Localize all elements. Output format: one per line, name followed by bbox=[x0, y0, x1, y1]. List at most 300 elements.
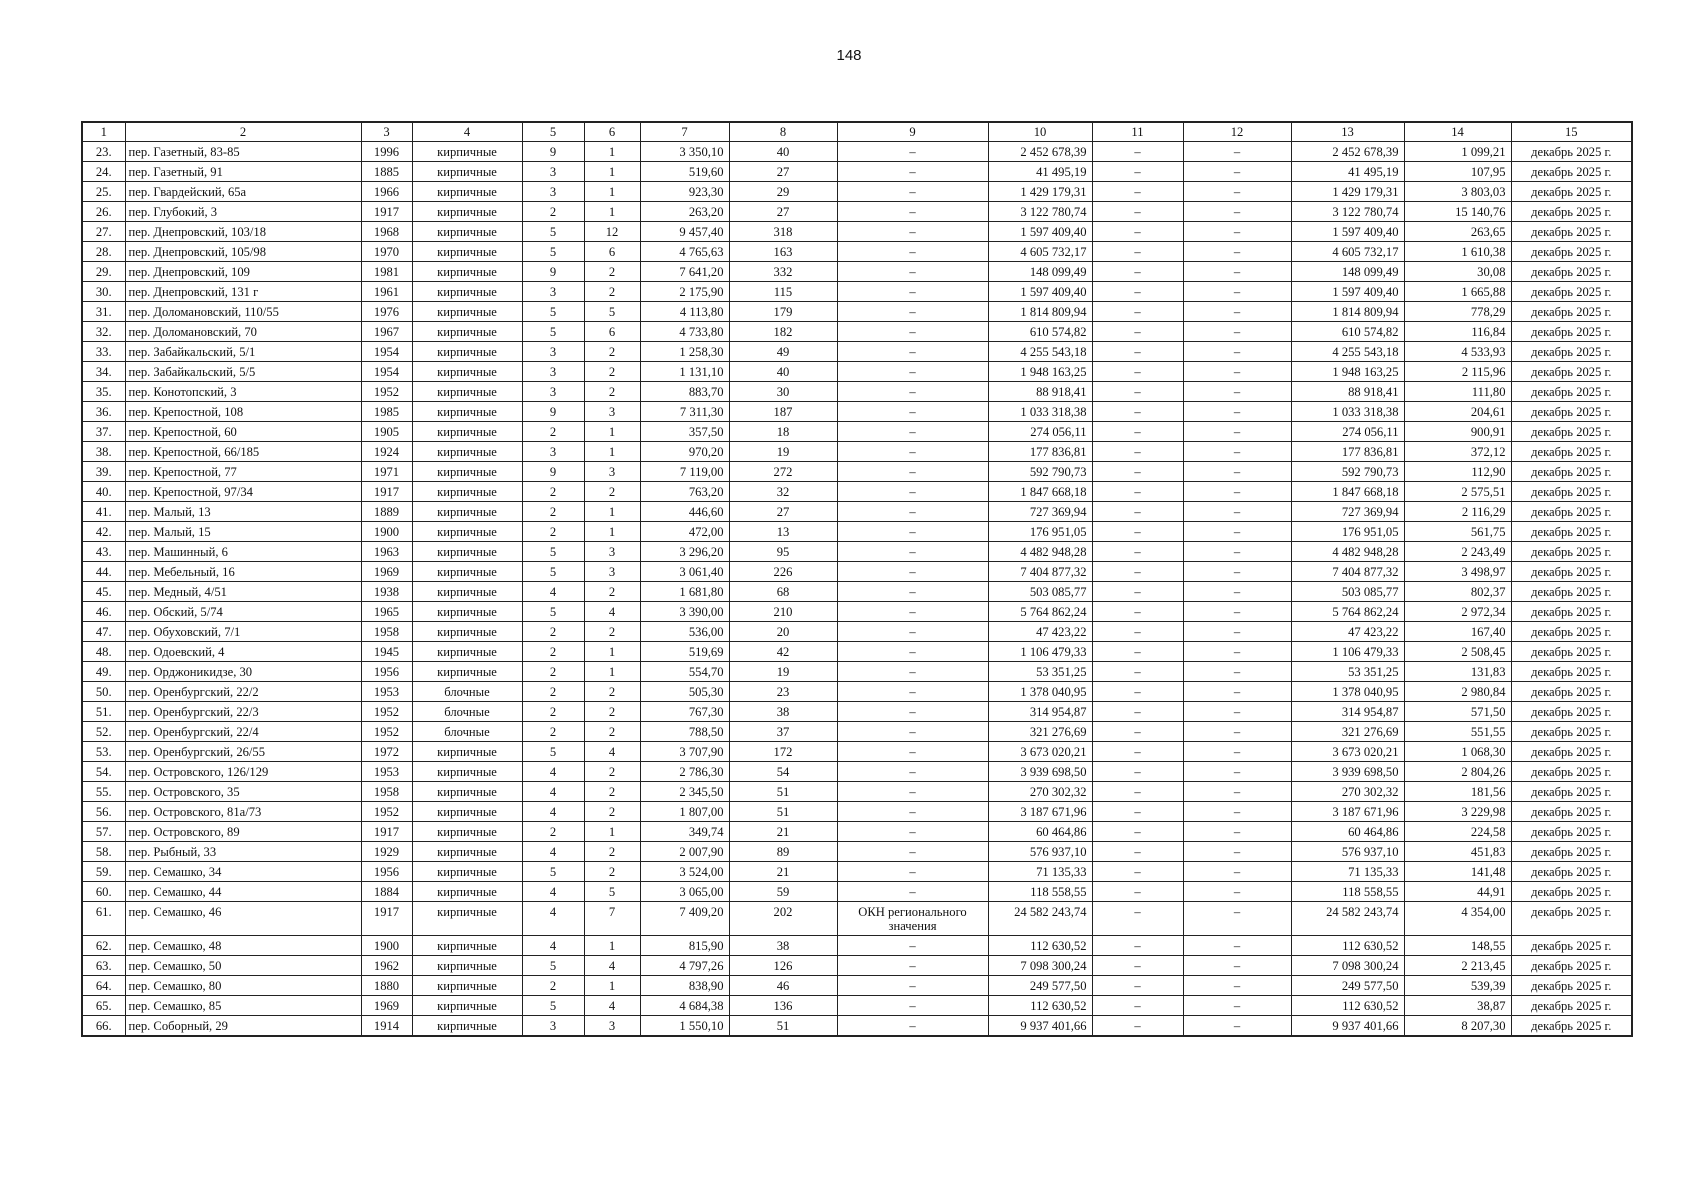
cell-wall-material: кирпичные bbox=[412, 956, 522, 976]
cell-heritage-status: – bbox=[837, 976, 988, 996]
cell-wall-material: кирпичные bbox=[412, 202, 522, 222]
cell-cost-total: 1 429 179,31 bbox=[988, 182, 1092, 202]
cell-year-built: 1953 bbox=[361, 682, 412, 702]
cell-cost-total: 249 577,50 bbox=[988, 976, 1092, 996]
cell-cost-total: 576 937,10 bbox=[988, 842, 1092, 862]
column-header-12: 12 bbox=[1183, 122, 1291, 142]
cell-heritage-status: – bbox=[837, 882, 988, 902]
cell-cost-final: 177 836,81 bbox=[1291, 442, 1404, 462]
cell-wall-material: кирпичные bbox=[412, 996, 522, 1016]
cell-floors: 3 bbox=[522, 282, 584, 302]
cell-wall-material: кирпичные bbox=[412, 622, 522, 642]
cell-residents: 32 bbox=[729, 482, 837, 502]
cell-cost-total: 321 276,69 bbox=[988, 722, 1092, 742]
cell-deadline: декабрь 2025 г. bbox=[1511, 742, 1632, 762]
cell-residents: 59 bbox=[729, 882, 837, 902]
cell-col-12: – bbox=[1183, 322, 1291, 342]
cell-residents: 29 bbox=[729, 182, 837, 202]
cell-address: пер. Гвардейский, 65а bbox=[125, 182, 361, 202]
cell-row-number: 51. bbox=[82, 702, 125, 722]
cell-floors: 5 bbox=[522, 562, 584, 582]
cell-col-12: – bbox=[1183, 762, 1291, 782]
cell-col-12: – bbox=[1183, 902, 1291, 936]
cell-deadline: декабрь 2025 г. bbox=[1511, 782, 1632, 802]
cell-residents: 210 bbox=[729, 602, 837, 622]
cell-area: 3 350,10 bbox=[640, 142, 729, 162]
cell-heritage-status: – bbox=[837, 202, 988, 222]
cell-cost-final: 53 351,25 bbox=[1291, 662, 1404, 682]
cell-col-12: – bbox=[1183, 882, 1291, 902]
cell-cost-final: 249 577,50 bbox=[1291, 976, 1404, 996]
cell-area: 923,30 bbox=[640, 182, 729, 202]
cell-heritage-status: – bbox=[837, 956, 988, 976]
cell-address: пер. Малый, 13 bbox=[125, 502, 361, 522]
cell-year-built: 1945 bbox=[361, 642, 412, 662]
cell-year-built: 1914 bbox=[361, 1016, 412, 1037]
cell-wall-material: кирпичные bbox=[412, 322, 522, 342]
cell-cost-total: 274 056,11 bbox=[988, 422, 1092, 442]
cell-row-number: 61. bbox=[82, 902, 125, 936]
cell-cost-final: 610 574,82 bbox=[1291, 322, 1404, 342]
cell-cost-final: 727 369,94 bbox=[1291, 502, 1404, 522]
table-row bbox=[82, 442, 1632, 462]
table-row bbox=[82, 936, 1632, 956]
cell-cost-per-sqm: 451,83 bbox=[1404, 842, 1511, 862]
cell-deadline: декабрь 2025 г. bbox=[1511, 262, 1632, 282]
table-row bbox=[82, 522, 1632, 542]
cell-cost-per-sqm: 2 213,45 bbox=[1404, 956, 1511, 976]
cell-cost-per-sqm: 2 116,29 bbox=[1404, 502, 1511, 522]
cell-cost-total: 177 836,81 bbox=[988, 442, 1092, 462]
table-row bbox=[82, 302, 1632, 322]
cell-cost-total: 71 135,33 bbox=[988, 862, 1092, 882]
table-row bbox=[82, 1016, 1632, 1037]
cell-address: пер. Крепостной, 97/34 bbox=[125, 482, 361, 502]
cell-col-12: – bbox=[1183, 342, 1291, 362]
cell-deadline: декабрь 2025 г. bbox=[1511, 882, 1632, 902]
table-row bbox=[82, 402, 1632, 422]
cell-entrances: 2 bbox=[584, 722, 640, 742]
cell-entrances: 2 bbox=[584, 622, 640, 642]
cell-col-11: – bbox=[1092, 362, 1183, 382]
cell-cost-per-sqm: 131,83 bbox=[1404, 662, 1511, 682]
cell-cost-final: 1 378 040,95 bbox=[1291, 682, 1404, 702]
cell-col-11: – bbox=[1092, 782, 1183, 802]
cell-cost-per-sqm: 2 243,49 bbox=[1404, 542, 1511, 562]
cell-wall-material: кирпичные bbox=[412, 162, 522, 182]
cell-year-built: 1952 bbox=[361, 722, 412, 742]
cell-cost-final: 7 098 300,24 bbox=[1291, 956, 1404, 976]
cell-area: 1 807,00 bbox=[640, 802, 729, 822]
cell-residents: 19 bbox=[729, 662, 837, 682]
cell-deadline: декабрь 2025 г. bbox=[1511, 762, 1632, 782]
cell-entrances: 1 bbox=[584, 422, 640, 442]
cell-wall-material: кирпичные bbox=[412, 262, 522, 282]
cell-address: пер. Островского, 35 bbox=[125, 782, 361, 802]
table-row bbox=[82, 242, 1632, 262]
cell-cost-total: 270 302,32 bbox=[988, 782, 1092, 802]
cell-area: 2 345,50 bbox=[640, 782, 729, 802]
table-row bbox=[82, 222, 1632, 242]
cell-entrances: 12 bbox=[584, 222, 640, 242]
cell-cost-total: 24 582 243,74 bbox=[988, 902, 1092, 936]
cell-wall-material: кирпичные bbox=[412, 362, 522, 382]
cell-heritage-status: – bbox=[837, 682, 988, 702]
cell-cost-final: 4 255 543,18 bbox=[1291, 342, 1404, 362]
cell-floors: 4 bbox=[522, 802, 584, 822]
cell-area: 1 131,10 bbox=[640, 362, 729, 382]
cell-area: 7 119,00 bbox=[640, 462, 729, 482]
cell-col-12: – bbox=[1183, 302, 1291, 322]
cell-wall-material: кирпичные bbox=[412, 642, 522, 662]
cell-area: 883,70 bbox=[640, 382, 729, 402]
cell-cost-per-sqm: 2 575,51 bbox=[1404, 482, 1511, 502]
cell-row-number: 33. bbox=[82, 342, 125, 362]
cell-heritage-status: – bbox=[837, 602, 988, 622]
cell-deadline: декабрь 2025 г. bbox=[1511, 142, 1632, 162]
cell-col-12: – bbox=[1183, 562, 1291, 582]
cell-area: 357,50 bbox=[640, 422, 729, 442]
cell-address: пер. Крепостной, 66/185 bbox=[125, 442, 361, 462]
cell-cost-per-sqm: 148,55 bbox=[1404, 936, 1511, 956]
cell-row-number: 27. bbox=[82, 222, 125, 242]
cell-col-12: – bbox=[1183, 782, 1291, 802]
cell-floors: 9 bbox=[522, 262, 584, 282]
cell-floors: 2 bbox=[522, 822, 584, 842]
cell-address: пер. Оренбургский, 22/3 bbox=[125, 702, 361, 722]
cell-floors: 5 bbox=[522, 956, 584, 976]
cell-cost-final: 314 954,87 bbox=[1291, 702, 1404, 722]
cell-area: 446,60 bbox=[640, 502, 729, 522]
cell-row-number: 41. bbox=[82, 502, 125, 522]
cell-cost-total: 1 033 318,38 bbox=[988, 402, 1092, 422]
cell-deadline: декабрь 2025 г. bbox=[1511, 282, 1632, 302]
cell-entrances: 2 bbox=[584, 682, 640, 702]
cell-heritage-status: – bbox=[837, 996, 988, 1016]
cell-entrances: 1 bbox=[584, 642, 640, 662]
cell-year-built: 1938 bbox=[361, 582, 412, 602]
cell-cost-final: 148 099,49 bbox=[1291, 262, 1404, 282]
cell-year-built: 1900 bbox=[361, 936, 412, 956]
cell-entrances: 2 bbox=[584, 702, 640, 722]
cell-heritage-status: – bbox=[837, 762, 988, 782]
cell-cost-per-sqm: 4 354,00 bbox=[1404, 902, 1511, 936]
cell-cost-per-sqm: 263,65 bbox=[1404, 222, 1511, 242]
cell-col-11: – bbox=[1092, 522, 1183, 542]
cell-residents: 30 bbox=[729, 382, 837, 402]
cell-area: 4 113,80 bbox=[640, 302, 729, 322]
cell-wall-material: кирпичные bbox=[412, 762, 522, 782]
cell-wall-material: кирпичные bbox=[412, 282, 522, 302]
cell-deadline: декабрь 2025 г. bbox=[1511, 936, 1632, 956]
cell-year-built: 1981 bbox=[361, 262, 412, 282]
cell-cost-final: 3 939 698,50 bbox=[1291, 762, 1404, 782]
cell-cost-total: 112 630,52 bbox=[988, 936, 1092, 956]
cell-year-built: 1900 bbox=[361, 522, 412, 542]
cell-heritage-status: – bbox=[837, 342, 988, 362]
cell-address: пер. Островского, 89 bbox=[125, 822, 361, 842]
cell-wall-material: кирпичные bbox=[412, 822, 522, 842]
cell-row-number: 34. bbox=[82, 362, 125, 382]
cell-year-built: 1958 bbox=[361, 782, 412, 802]
cell-col-12: – bbox=[1183, 502, 1291, 522]
cell-deadline: декабрь 2025 г. bbox=[1511, 902, 1632, 936]
cell-year-built: 1954 bbox=[361, 362, 412, 382]
cell-col-11: – bbox=[1092, 582, 1183, 602]
cell-floors: 9 bbox=[522, 462, 584, 482]
cell-cost-total: 1 597 409,40 bbox=[988, 222, 1092, 242]
cell-col-12: – bbox=[1183, 262, 1291, 282]
cell-entrances: 3 bbox=[584, 462, 640, 482]
cell-cost-total: 3 939 698,50 bbox=[988, 762, 1092, 782]
cell-cost-total: 314 954,87 bbox=[988, 702, 1092, 722]
cell-cost-total: 3 673 020,21 bbox=[988, 742, 1092, 762]
cell-year-built: 1880 bbox=[361, 976, 412, 996]
cell-cost-per-sqm: 1 099,21 bbox=[1404, 142, 1511, 162]
cell-cost-per-sqm: 4 533,93 bbox=[1404, 342, 1511, 362]
cell-address: пер. Семашко, 34 bbox=[125, 862, 361, 882]
cell-deadline: декабрь 2025 г. bbox=[1511, 422, 1632, 442]
table-row bbox=[82, 542, 1632, 562]
cell-year-built: 1924 bbox=[361, 442, 412, 462]
cell-residents: 115 bbox=[729, 282, 837, 302]
cell-cost-per-sqm: 107,95 bbox=[1404, 162, 1511, 182]
cell-residents: 54 bbox=[729, 762, 837, 782]
cell-deadline: декабрь 2025 г. bbox=[1511, 442, 1632, 462]
cell-residents: 202 bbox=[729, 902, 837, 936]
cell-cost-per-sqm: 372,12 bbox=[1404, 442, 1511, 462]
column-header-15: 15 bbox=[1511, 122, 1632, 142]
table-body bbox=[82, 142, 1632, 1037]
cell-col-12: – bbox=[1183, 182, 1291, 202]
cell-area: 788,50 bbox=[640, 722, 729, 742]
cell-wall-material: кирпичные bbox=[412, 936, 522, 956]
cell-residents: 182 bbox=[729, 322, 837, 342]
column-header-13: 13 bbox=[1291, 122, 1404, 142]
cell-residents: 18 bbox=[729, 422, 837, 442]
cell-address: пер. Рыбный, 33 bbox=[125, 842, 361, 862]
cell-cost-per-sqm: 561,75 bbox=[1404, 522, 1511, 542]
cell-row-number: 30. bbox=[82, 282, 125, 302]
cell-address: пер. Семашко, 46 bbox=[125, 902, 361, 936]
cell-floors: 5 bbox=[522, 742, 584, 762]
cell-cost-final: 1 429 179,31 bbox=[1291, 182, 1404, 202]
cell-deadline: декабрь 2025 г. bbox=[1511, 822, 1632, 842]
table-row bbox=[82, 996, 1632, 1016]
cell-cost-per-sqm: 224,58 bbox=[1404, 822, 1511, 842]
cell-col-12: – bbox=[1183, 542, 1291, 562]
cell-col-12: – bbox=[1183, 482, 1291, 502]
cell-area: 1 550,10 bbox=[640, 1016, 729, 1037]
cell-entrances: 1 bbox=[584, 502, 640, 522]
cell-residents: 172 bbox=[729, 742, 837, 762]
cell-heritage-status: – bbox=[837, 802, 988, 822]
cell-year-built: 1917 bbox=[361, 202, 412, 222]
cell-floors: 5 bbox=[522, 602, 584, 622]
cell-year-built: 1954 bbox=[361, 342, 412, 362]
cell-cost-per-sqm: 141,48 bbox=[1404, 862, 1511, 882]
cell-col-11: – bbox=[1092, 142, 1183, 162]
cell-cost-per-sqm: 8 207,30 bbox=[1404, 1016, 1511, 1037]
cell-col-12: – bbox=[1183, 742, 1291, 762]
cell-col-11: – bbox=[1092, 262, 1183, 282]
cell-cost-per-sqm: 2 980,84 bbox=[1404, 682, 1511, 702]
cell-row-number: 29. bbox=[82, 262, 125, 282]
table-row bbox=[82, 822, 1632, 842]
cell-cost-total: 2 452 678,39 bbox=[988, 142, 1092, 162]
cell-floors: 5 bbox=[522, 996, 584, 1016]
cell-floors: 4 bbox=[522, 762, 584, 782]
cell-floors: 2 bbox=[522, 522, 584, 542]
table-row bbox=[82, 422, 1632, 442]
cell-wall-material: кирпичные bbox=[412, 976, 522, 996]
cell-area: 4 765,63 bbox=[640, 242, 729, 262]
cell-heritage-status: – bbox=[837, 582, 988, 602]
cell-residents: 272 bbox=[729, 462, 837, 482]
cell-col-11: – bbox=[1092, 882, 1183, 902]
cell-col-11: – bbox=[1092, 202, 1183, 222]
cell-address: пер. Обуховский, 7/1 bbox=[125, 622, 361, 642]
cell-residents: 40 bbox=[729, 142, 837, 162]
table-row bbox=[82, 322, 1632, 342]
cell-wall-material: кирпичные bbox=[412, 482, 522, 502]
cell-col-11: – bbox=[1092, 662, 1183, 682]
cell-address: пер. Семашко, 48 bbox=[125, 936, 361, 956]
cell-col-11: – bbox=[1092, 322, 1183, 342]
cell-row-number: 60. bbox=[82, 882, 125, 902]
cell-floors: 4 bbox=[522, 936, 584, 956]
cell-row-number: 47. bbox=[82, 622, 125, 642]
cell-residents: 95 bbox=[729, 542, 837, 562]
cell-cost-total: 47 423,22 bbox=[988, 622, 1092, 642]
cell-year-built: 1956 bbox=[361, 862, 412, 882]
cell-year-built: 1969 bbox=[361, 562, 412, 582]
table-row bbox=[82, 382, 1632, 402]
cell-floors: 2 bbox=[522, 662, 584, 682]
cell-address: пер. Днепровский, 109 bbox=[125, 262, 361, 282]
cell-wall-material: кирпичные bbox=[412, 882, 522, 902]
cell-residents: 23 bbox=[729, 682, 837, 702]
cell-cost-per-sqm: 778,29 bbox=[1404, 302, 1511, 322]
cell-cost-per-sqm: 1 610,38 bbox=[1404, 242, 1511, 262]
cell-residents: 20 bbox=[729, 622, 837, 642]
cell-heritage-status: – bbox=[837, 362, 988, 382]
cell-wall-material: кирпичные bbox=[412, 222, 522, 242]
column-header-1: 1 bbox=[82, 122, 125, 142]
cell-deadline: декабрь 2025 г. bbox=[1511, 976, 1632, 996]
cell-wall-material: кирпичные bbox=[412, 382, 522, 402]
cell-entrances: 2 bbox=[584, 762, 640, 782]
cell-col-11: – bbox=[1092, 422, 1183, 442]
cell-cost-total: 9 937 401,66 bbox=[988, 1016, 1092, 1037]
cell-area: 815,90 bbox=[640, 936, 729, 956]
cell-residents: 49 bbox=[729, 342, 837, 362]
cell-col-12: – bbox=[1183, 622, 1291, 642]
cell-col-12: – bbox=[1183, 802, 1291, 822]
table-row bbox=[82, 282, 1632, 302]
cell-cost-final: 1 597 409,40 bbox=[1291, 222, 1404, 242]
table-row bbox=[82, 782, 1632, 802]
cell-cost-final: 4 605 732,17 bbox=[1291, 242, 1404, 262]
cell-cost-total: 112 630,52 bbox=[988, 996, 1092, 1016]
cell-year-built: 1905 bbox=[361, 422, 412, 442]
page-number: 148 bbox=[836, 47, 862, 64]
cell-col-12: – bbox=[1183, 602, 1291, 622]
cell-cost-total: 3 187 671,96 bbox=[988, 802, 1092, 822]
cell-address: пер. Обский, 5/74 bbox=[125, 602, 361, 622]
table-row bbox=[82, 482, 1632, 502]
cell-entrances: 1 bbox=[584, 522, 640, 542]
cell-heritage-status: – bbox=[837, 322, 988, 342]
cell-cost-total: 1 597 409,40 bbox=[988, 282, 1092, 302]
cell-deadline: декабрь 2025 г. bbox=[1511, 582, 1632, 602]
cell-cost-per-sqm: 900,91 bbox=[1404, 422, 1511, 442]
table-row bbox=[82, 682, 1632, 702]
cell-deadline: декабрь 2025 г. bbox=[1511, 842, 1632, 862]
cell-address: пер. Конотопский, 3 bbox=[125, 382, 361, 402]
cell-heritage-status: – bbox=[837, 1016, 988, 1037]
cell-cost-per-sqm: 2 972,34 bbox=[1404, 602, 1511, 622]
cell-col-12: – bbox=[1183, 956, 1291, 976]
cell-floors: 4 bbox=[522, 882, 584, 902]
cell-floors: 9 bbox=[522, 142, 584, 162]
cell-col-11: – bbox=[1092, 562, 1183, 582]
cell-col-11: – bbox=[1092, 956, 1183, 976]
cell-cost-final: 274 056,11 bbox=[1291, 422, 1404, 442]
cell-wall-material: блочные bbox=[412, 682, 522, 702]
cell-cost-per-sqm: 3 498,97 bbox=[1404, 562, 1511, 582]
cell-col-12: – bbox=[1183, 422, 1291, 442]
cell-deadline: декабрь 2025 г. bbox=[1511, 802, 1632, 822]
cell-row-number: 53. bbox=[82, 742, 125, 762]
cell-year-built: 1970 bbox=[361, 242, 412, 262]
cell-residents: 19 bbox=[729, 442, 837, 462]
cell-cost-total: 148 099,49 bbox=[988, 262, 1092, 282]
table-row bbox=[82, 602, 1632, 622]
cell-wall-material: кирпичные bbox=[412, 782, 522, 802]
cell-row-number: 39. bbox=[82, 462, 125, 482]
cell-address: пер. Соборный, 29 bbox=[125, 1016, 361, 1037]
cell-col-12: – bbox=[1183, 202, 1291, 222]
column-header-7: 7 bbox=[640, 122, 729, 142]
column-header-4: 4 bbox=[412, 122, 522, 142]
cell-col-12: – bbox=[1183, 862, 1291, 882]
table-row bbox=[82, 662, 1632, 682]
cell-col-12: – bbox=[1183, 682, 1291, 702]
cell-address: пер. Днепровский, 103/18 bbox=[125, 222, 361, 242]
cell-address: пер. Семашко, 80 bbox=[125, 976, 361, 996]
cell-row-number: 46. bbox=[82, 602, 125, 622]
cell-heritage-status: – bbox=[837, 662, 988, 682]
cell-residents: 27 bbox=[729, 202, 837, 222]
cell-floors: 3 bbox=[522, 442, 584, 462]
cell-col-11: – bbox=[1092, 996, 1183, 1016]
cell-floors: 2 bbox=[522, 502, 584, 522]
housing-registry-table bbox=[81, 121, 1633, 1037]
cell-row-number: 48. bbox=[82, 642, 125, 662]
cell-area: 2 175,90 bbox=[640, 282, 729, 302]
cell-row-number: 40. bbox=[82, 482, 125, 502]
cell-deadline: декабрь 2025 г. bbox=[1511, 702, 1632, 722]
cell-entrances: 1 bbox=[584, 662, 640, 682]
cell-cost-total: 4 255 543,18 bbox=[988, 342, 1092, 362]
cell-row-number: 57. bbox=[82, 822, 125, 842]
table-row bbox=[82, 582, 1632, 602]
cell-row-number: 56. bbox=[82, 802, 125, 822]
cell-row-number: 31. bbox=[82, 302, 125, 322]
cell-year-built: 1958 bbox=[361, 622, 412, 642]
cell-col-12: – bbox=[1183, 282, 1291, 302]
